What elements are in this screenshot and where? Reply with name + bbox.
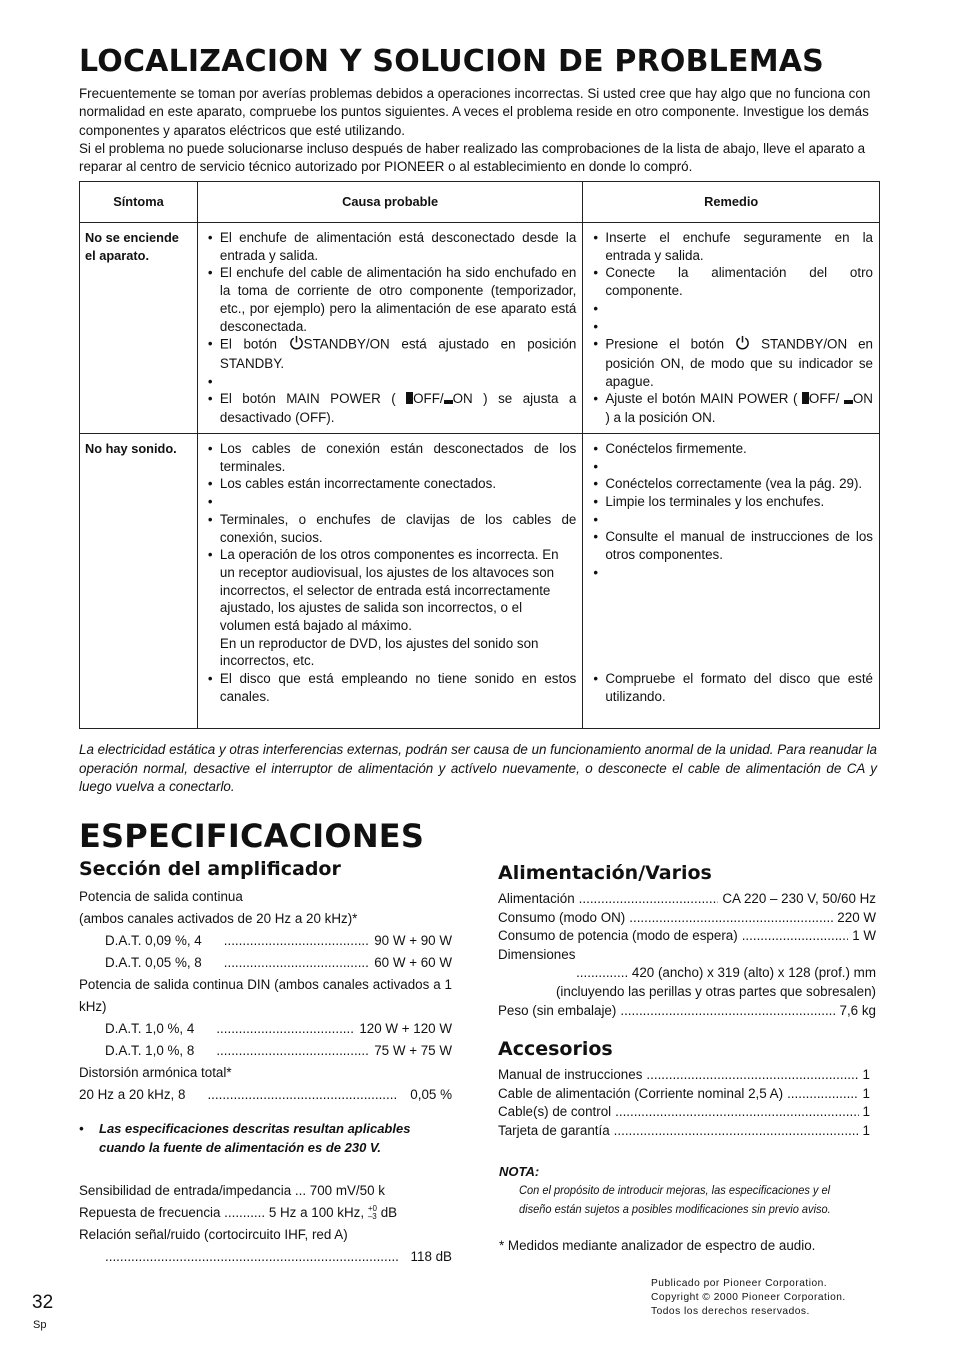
cause-item: • El botón STANDBY/ON está ajustado en posición STANDBY.: [206, 335, 576, 372]
on-position-icon: [844, 391, 853, 409]
cause-item: • El botón MAIN POWER ( OFF/ ON ) se ajusta a desactivado (OFF).: [206, 390, 576, 426]
spec-row: 20 Hz a 20 kHz, 8 ..... 0,05 %: [79, 1084, 452, 1106]
on-position-icon: [444, 391, 453, 409]
troubleshooting-table: [79, 181, 880, 729]
spec-row: Peso (sin embalaje) ..... 7,6 kg: [498, 1002, 876, 1021]
spec-row: D.A.T. 0,09 %, 4 ..... 90 W + 90 W: [79, 930, 452, 952]
remedy-item: • Compruebe el formato del disco que esté utilizando.: [591, 670, 873, 705]
header-symptom: Síntoma: [80, 182, 198, 223]
accessories-section: [498, 1038, 870, 1140]
cause-item: • Los cables están incorrectamente conectados.: [206, 475, 576, 493]
page-number: 32: [32, 1292, 54, 1313]
spec-line: Potencia de salida continua: [79, 889, 243, 904]
spec-row: D.A.T. 1,0 %, 8 ..... 75 W + 75 W: [79, 1040, 452, 1062]
nota-label: NOTA:: [499, 1164, 540, 1179]
cause-item: • El enchufe de alimentación está desconectado desde la entrada y salida.: [206, 229, 576, 264]
amplifier-heading: Sección del amplificador: [79, 858, 341, 880]
intro-paragraph-1: Frecuentemente se toman por averías problemas debidos a operaciones incorrectas. Si usted cree que hay algo que no funciona con normalidad en este aparato, compruebe los puntos siguientes. A veces el problema reside en otro componente. Investigue los demás componentes y aparatos eléctricos que esté utilizando.: [79, 86, 871, 138]
cause-item: • El disco que está empleando no tiene sonido en estos canales.: [206, 670, 576, 705]
spec-row: D.A.T. 1,0 %, 4 ..... 120 W + 120 W: [79, 1018, 452, 1040]
spec-row: ..... 118 dB: [79, 1246, 452, 1268]
spec-row: D.A.T. 0,05 %, 8 ..... 60 W + 60 W: [79, 952, 452, 974]
spec-line: (incluyendo las perillas y otras partes que sobresalen): [555, 983, 876, 999]
nota-block: [499, 1164, 869, 1218]
accessory-row: Manual de instrucciones ..... 1: [498, 1066, 870, 1085]
intro-text: [79, 85, 879, 176]
spec-line: Sensibilidad de entrada/impedancia ... 700 mV/50 k: [79, 1183, 385, 1198]
remedy-cell: [583, 434, 880, 729]
rights-line: Todos los derechos reservados.: [651, 1305, 810, 1317]
spec-line: Repuesta de frecuencia ........... 5 Hz a 100 kHz, +0 –3 dB: [79, 1204, 398, 1222]
accessories-heading: Accesorios: [498, 1038, 613, 1060]
nota-text: Con el propósito de introducir mejoras, las especificaciones y el diseño están sujetos a posibles modificaciones sin previo aviso.: [519, 1183, 831, 1216]
remedy-item: • Presione el botón STANDBY/ON en posición ON, de modo que su indicador se apague.: [591, 335, 873, 390]
power-section: [498, 862, 876, 1020]
remedy-item: • Conéctelos correctamente (vea la pág. 29).: [591, 475, 873, 493]
standby-power-icon: [289, 335, 304, 355]
remedy-item: • Conecte la alimentación del otro componente.: [591, 264, 873, 299]
cause-item: • La operación de los otros componentes es incorrecta. En un receptor audiovisual, los ajustes de los altavoces son incorrectos, el selector de entrada está incorrectamente ajustado, los ajustes de salida son incorrectos, o el volumen está bajado al máximo. En un reproductor de DVD, los ajustes del sonido son incorrectos, etc.: [206, 546, 576, 670]
remedy-item: • Ajuste el botón MAIN POWER ( OFF/ ON ) a la posición ON.: [591, 390, 873, 426]
spec-row: Consumo de potencia (modo de espera) ..... 1 W: [498, 927, 876, 946]
symptom-cell: No se enciende el aparato.: [80, 223, 198, 434]
spec-line: .............. 420 (ancho) x 319 (alto) x 128 (prof.) mm: [576, 965, 876, 981]
header-cause: Causa probable: [197, 182, 582, 223]
cause-item: • El enchufe del cable de alimentación ha sido enchufado en la toma de corriente de otro componente (temporizador, etc., por ejemplo) pero la alimentación de ese aparato está desconectada.: [206, 264, 576, 335]
publisher-block: [651, 1277, 876, 1318]
table-row: [80, 434, 880, 729]
voltage-note: • Las especificaciones descritas resultan aplicables cuando la fuente de alimentación es de 230 V.: [79, 1121, 411, 1155]
accessory-row: Cable(s) de control ..... 1: [498, 1103, 870, 1122]
standby-power-icon: [735, 335, 750, 355]
header-remedy: Remedio: [583, 182, 880, 223]
accessory-row: Tarjeta de garantía ..... 1: [498, 1122, 870, 1141]
spec-line: Distorsión armónica total*: [79, 1065, 232, 1080]
cause-cell: [197, 434, 582, 729]
amplifier-section: [79, 858, 452, 1268]
table-header-row: [80, 182, 880, 223]
off-position-icon: [802, 391, 809, 409]
static-electricity-note: La electricidad estática y otras interferencias externas, podrán ser causa de un funcionamiento anormal de la unidad. Para reanudar la operación normal, desactive el interruptor de alimentación y actívelo nuevamente, o desconecte el cable de alimentación de CA y luego vuelva a conectarlo.: [79, 742, 877, 794]
troubleshooting-title: LOCALIZACION Y SOLUCION DE PROBLEMAS: [79, 44, 824, 79]
cause-item: • Terminales, o enchufes de clavijas de los cables de conexión, sucios.: [206, 511, 576, 546]
spec-row: Alimentación ..... CA 220 – 230 V, 50/60 Hz: [498, 890, 876, 909]
spec-line: (ambos canales activados de 20 Hz a 20 kHz)*: [79, 911, 358, 926]
remedy-item: • Inserte el enchufe seguramente en la entrada y salida.: [591, 229, 873, 264]
copyright-line: Copyright © 2000 Pioneer Corporation.: [651, 1291, 846, 1303]
intro-paragraph-2: Si el problema no puede solucionarse incluso después de haber realizado las comprobaciones de la lista de abajo, lleve el aparato a reparar al centro de servicio técnico autorizado por PIONEER o al establecimiento en donde lo compró.: [79, 140, 866, 175]
accessory-row: Cable de alimentación (Corriente nominal 2,5 A) ..... 1: [498, 1085, 870, 1104]
symptom-cell: No hay sonido.: [80, 434, 198, 729]
remedy-cell: [583, 223, 880, 434]
publisher-line: Publicado por Pioneer Corporation.: [651, 1278, 828, 1289]
specifications-title: ESPECIFICACIONES: [79, 817, 425, 855]
remedy-item: • Limpie los terminales y los enchufes.: [591, 493, 873, 511]
spec-line: Dimensiones: [498, 946, 576, 962]
cause-cell: [197, 223, 582, 434]
remedy-item: • Conéctelos firmemente.: [591, 440, 873, 458]
power-heading: Alimentación/Varios: [498, 862, 712, 884]
remedy-item: • Consulte el manual de instrucciones de los otros componentes.: [591, 528, 873, 563]
page-language: Sp: [33, 1319, 47, 1331]
cause-item: • Los cables de conexión están desconectados de los terminales.: [206, 440, 576, 475]
spec-row: Consumo (modo ON) ..... 220 W: [498, 909, 876, 928]
spec-line: Relación señal/ruido (cortocircuito IHF, red A): [79, 1227, 348, 1242]
spec-line: Potencia de salida continua DIN (ambos canales activados a 1 kHz): [79, 977, 452, 1014]
table-row: [80, 223, 880, 434]
footnote: * Medidos mediante analizador de espectro de audio.: [499, 1238, 816, 1253]
